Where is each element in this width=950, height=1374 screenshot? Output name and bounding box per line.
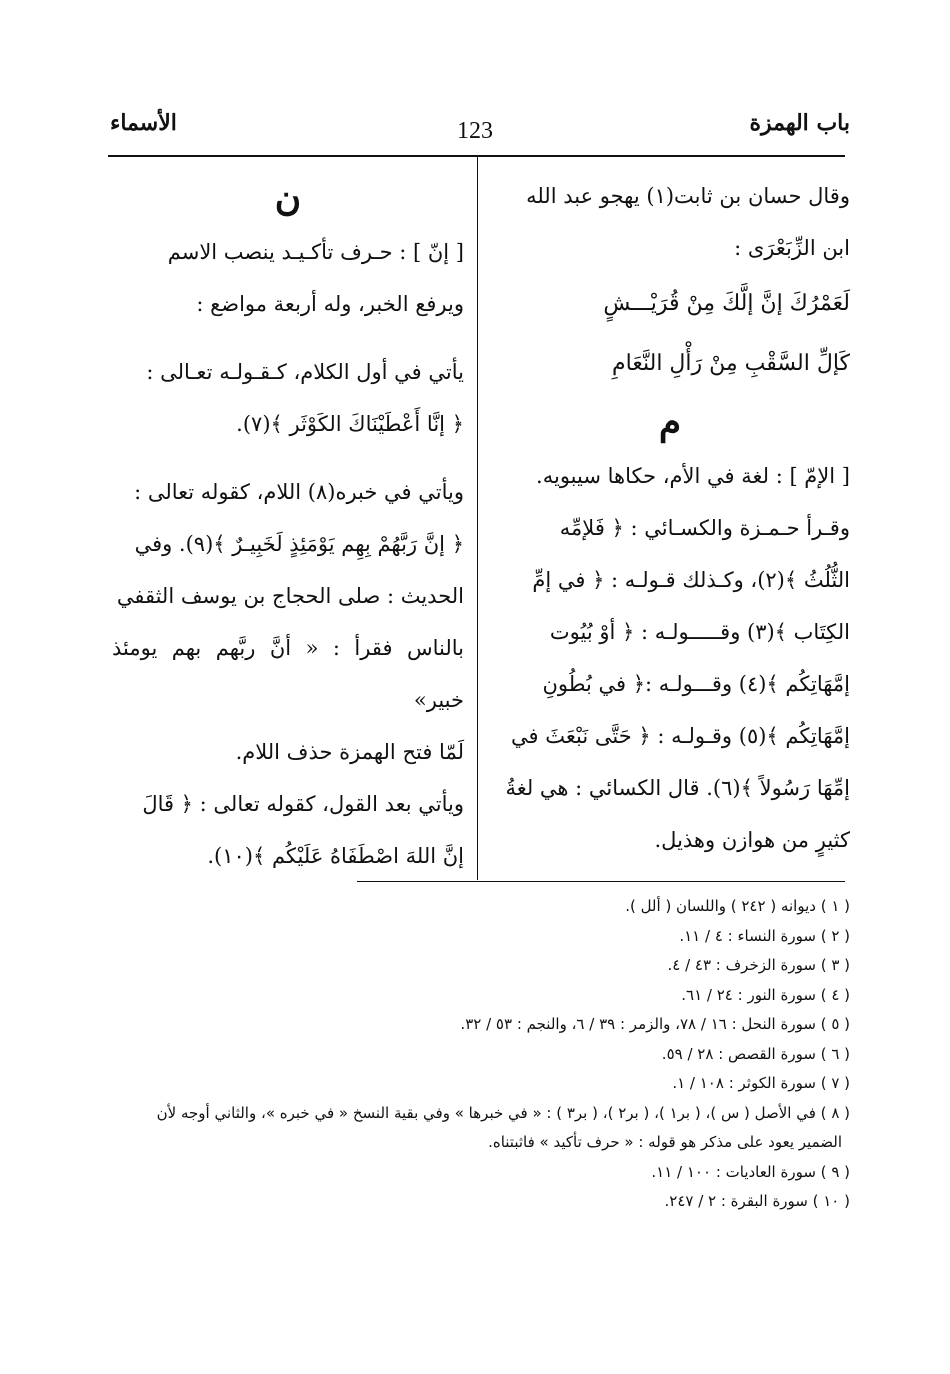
entry-line: الكِتَاب ﴾(٣) وقـــــولـه : ﴿ أوْ بُيُوت bbox=[549, 620, 850, 644]
footnote: ( ٥ ) سورة النحل : ١٦ / ٧٨، والزمر : ٣٩ / ٦، والنجم : ٥٣ / ٣٢. bbox=[460, 1015, 850, 1033]
footnotes bbox=[110, 892, 850, 1217]
column-divider bbox=[477, 157, 478, 880]
entry-line: إمِّهَا رَسُولاً ﴾(٦). قال الكسائي : هي لغةُ bbox=[505, 776, 850, 800]
footnote: ( ٢ ) سورة النساء : ٤ / ١١. bbox=[679, 926, 850, 945]
entry-line: [ الإمّ ] : لغة في الأم، حكاها سيبويه. bbox=[536, 464, 850, 488]
footnote: ( ٣ ) سورة الزخرف : ٤٣ / ٤. bbox=[667, 956, 850, 974]
footnote: ( ١٠ ) سورة البقرة : ٢ / ٢٤٧. bbox=[664, 1192, 850, 1210]
entry-line: لَمّا فتح الهمزة حذف اللام. bbox=[235, 740, 464, 764]
footnote: ( ١ ) ديوانه ( ٢٤٢ ) واللسان ( ألل ). bbox=[625, 897, 850, 915]
entry-line: الحديث : صلى الحجاج بن يوسف الثقفي bbox=[116, 584, 464, 608]
chapter-title: باب الهمزة bbox=[749, 110, 850, 136]
entry-line: ﴿ إنَّا أَعْطَيْنَاكَ الكَوْثَر ﴾(٧). bbox=[236, 412, 464, 436]
paragraph-gap bbox=[112, 330, 464, 346]
footnote-continuation: الضمير يعود على مذكر هو قوله : « حرف تأكيد » فاثبتناه. bbox=[488, 1133, 842, 1151]
entry-line: [ إنّ ] : حـرف تأكـيـد ينصب الاسم bbox=[167, 240, 464, 264]
paragraph-gap bbox=[112, 450, 464, 466]
footnote: ( ٨ ) في الأصل ( س )، ( بر١ )، ( بر٢ )، ( بر٣ ) : « في خبرها » وفي بقية النسخ « في خبره »، والثاني أوجه لأن bbox=[156, 1103, 850, 1122]
page-number: 123 bbox=[457, 118, 493, 144]
footnote: ( ٧ ) سورة الكوثر : ١٠٨ / ١. bbox=[672, 1074, 850, 1092]
footnote: ( ٩ ) سورة العاديات : ١٠٠ / ١١. bbox=[651, 1162, 850, 1181]
entry-line: ويرفع الخبر، وله أربعة مواضع : bbox=[196, 292, 464, 316]
intro-line: ابن الزِّبَعْرَى : bbox=[734, 236, 850, 260]
entry-line: يأتي في أول الكلام، كـقـولـه تعـالى : bbox=[146, 360, 464, 384]
intro-line: وقال حسان بن ثابت(١) يهجو عبد الله bbox=[526, 184, 850, 208]
right-column bbox=[490, 170, 850, 866]
entry-line: ويأتي بعد القول، كقوله تعالى : ﴿ قَالَ bbox=[142, 792, 464, 816]
entry-line: كثيرٍ من هوازن وهذيل. bbox=[654, 828, 850, 852]
entry-line: إمَّهَاتِكُم ﴾(٥) وقـولـه : ﴿ حَتَّى نَبْعَثَ في bbox=[511, 724, 850, 748]
entry-line: وقـرأ حـمـزة والكسـائي : ﴿ فَلإمِّه bbox=[559, 516, 850, 540]
section-letter: م bbox=[658, 401, 682, 443]
entry-line: بالناس فقرأ : « أنَّ ربَّهم بهم يومئذ خبير» bbox=[112, 636, 464, 712]
entry-line: ﴿ إنَّ رَبَّهُمْ بِهِم يَوْمَئِذٍ لَخَبِيـرٌ ﴾(٩). وفي bbox=[134, 532, 464, 556]
verse-line: لَعَمْرُكَ إنَّ إلَّكَ مِنْ قُرَيْـــشٍ bbox=[603, 291, 850, 316]
entry-line: إنَّ اللهَ اصْطَفَاهُ عَلَيْكُم ﴾(١٠). bbox=[207, 844, 464, 868]
section-title: الأسماء bbox=[110, 110, 177, 136]
footnote: ( ٦ ) سورة القصص : ٢٨ / ٥٩. bbox=[661, 1044, 850, 1063]
footnote: ( ٤ ) سورة النور : ٢٤ / ٦١. bbox=[681, 985, 850, 1004]
entry-line: إمَّهَاتِكُم ﴾(٤) وقـــولـه :﴿ في بُطُونِ bbox=[542, 672, 850, 696]
section-letter: ن bbox=[274, 177, 302, 219]
entry-line: الثُّلُثُ ﴾(٢)، وكـذلك قـولـه : ﴿ في إمِّ bbox=[532, 568, 850, 592]
footnote-rule bbox=[357, 881, 845, 882]
left-column bbox=[112, 170, 464, 882]
entry-line: ويأتي في خبره(٨) اللام، كقوله تعالى : bbox=[134, 480, 464, 504]
verse-line: كَإلِّ السَّقْبِ مِنْ رَأْلِ النَّعَامِ bbox=[612, 351, 850, 376]
